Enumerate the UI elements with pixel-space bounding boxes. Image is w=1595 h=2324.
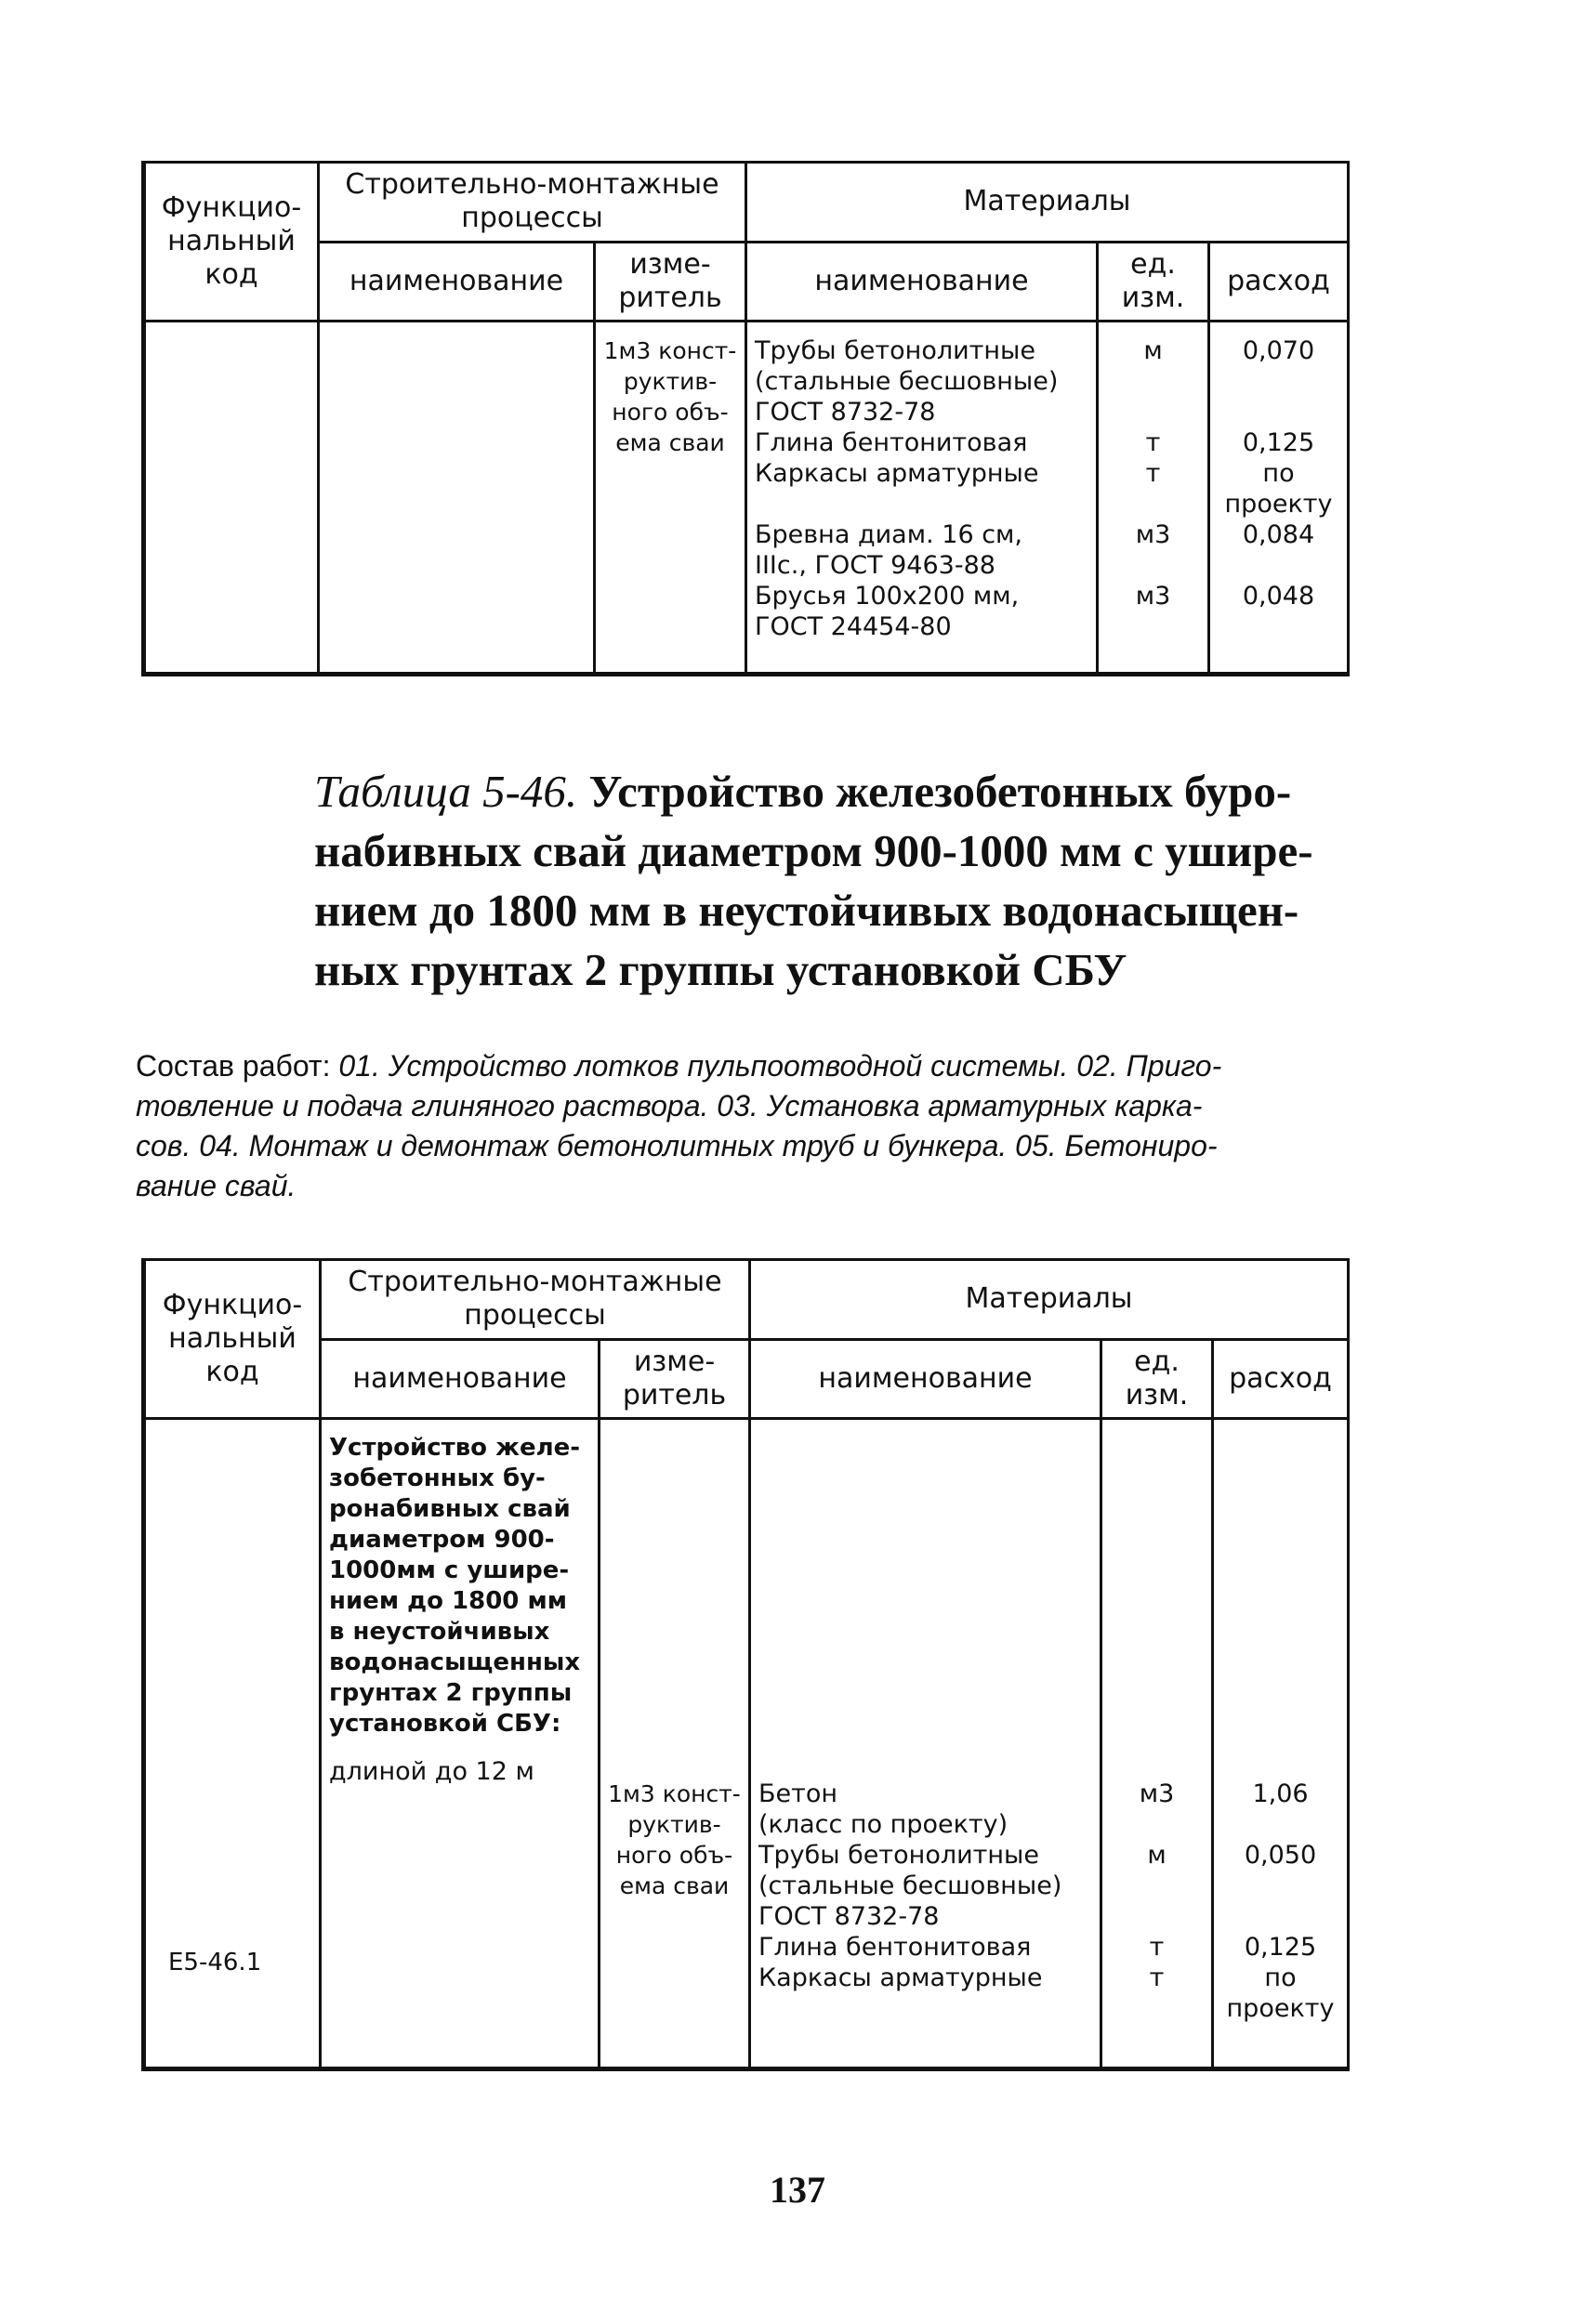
group-title: Устройство желе- зобетонных бу- ронабивных свай диаметром 900- 1000мм с ушире- нием до 1800 мм в неустойчивых водонасыщенных грунтах 2 группы установкой СБУ: — [329, 1434, 581, 1738]
row-name — [321, 1419, 600, 2069]
header-mat-name: наименование — [750, 1339, 1101, 1419]
header-code: Функцио- нальный код — [144, 1260, 321, 1419]
row-material-names: Бетон (класс по проекту) Трубы бетонолитные (стальные бесшовные) ГОСТ 8732-78 Глина бентонитовая Каркасы арматурные — [750, 1419, 1101, 2069]
header-mat-unit: ед. изм. — [1098, 242, 1209, 322]
header-processes: Строительно-монтажные процессы — [319, 163, 746, 243]
header-materials: Материалы — [750, 1260, 1349, 1340]
row-code — [144, 322, 319, 675]
row-material-consumption: 0,070 0,125 по проекту 0,084 0,048 — [1209, 322, 1349, 675]
header-materials: Материалы — [746, 163, 1349, 243]
header-mat-consumption: расход — [1213, 1339, 1349, 1419]
header-proc-name: наименование — [319, 242, 595, 322]
row-meter: 1м3 конст- руктив- ного объ- ема сваи — [600, 1419, 750, 2069]
row-name-text: длиной до 12 м — [329, 1757, 534, 1786]
composition-steps: 01. Устройство лотков пульпоотводной системы. 02. Приго- товление и подача глиняного раствора. 03. Установка арматурных карка- сов. 04. Монтаж и демонтаж бетонолитных труб и бункера. 05. Бетониро- вание свай. — [136, 1049, 1222, 1202]
table-row — [144, 1419, 1349, 2069]
norms-table-continued — [141, 161, 1350, 676]
row-material-units: м3 м т т — [1101, 1419, 1213, 2069]
caption-title: Устройство железобетонных буро- набивных свай диаметром 900-1000 мм с ушире- нием до 1800 мм в неустойчивых водонасыщен- ных грунтах 2 группы установкой СБУ — [314, 766, 1313, 995]
header-mat-name: наименование — [746, 242, 1098, 322]
row-material-units: м т т м3 м3 — [1098, 322, 1209, 675]
row-material-names: Трубы бетонолитные (стальные бесшовные) ГОСТ 8732-78 Глина бентонитовая Каркасы арматурные Бревна диам. 16 см, IIIс., ГОСТ 9463-88 Брусья 100х200 мм, ГОСТ 24454-80 — [746, 322, 1098, 675]
header-proc-name: наименование — [321, 1339, 600, 1419]
row-code: Е5-46.1 — [144, 1419, 321, 2069]
header-processes: Строительно-монтажные процессы — [321, 1260, 750, 1340]
row-material-consumption: 1,06 0,050 0,125 по проекту — [1213, 1419, 1349, 2069]
work-composition — [136, 1046, 1353, 1206]
table-caption — [314, 762, 1355, 1000]
row-meter: 1м3 конст- руктив- ного объ- ема сваи — [595, 322, 746, 675]
norms-table-5-46 — [141, 1258, 1350, 2071]
header-mat-consumption: расход — [1209, 242, 1349, 322]
caption-label: Таблица 5-46. — [314, 766, 578, 817]
page-number: 137 — [770, 2169, 825, 2211]
header-proc-meter: изме- ритель — [600, 1339, 750, 1419]
row-name — [319, 322, 595, 675]
header-proc-meter: изме- ритель — [595, 242, 746, 322]
header-code: Функцио- нальный код — [144, 163, 319, 322]
table-row — [144, 322, 1349, 675]
composition-label: Состав работ: — [136, 1049, 331, 1083]
header-mat-unit: ед. изм. — [1101, 1339, 1213, 1419]
